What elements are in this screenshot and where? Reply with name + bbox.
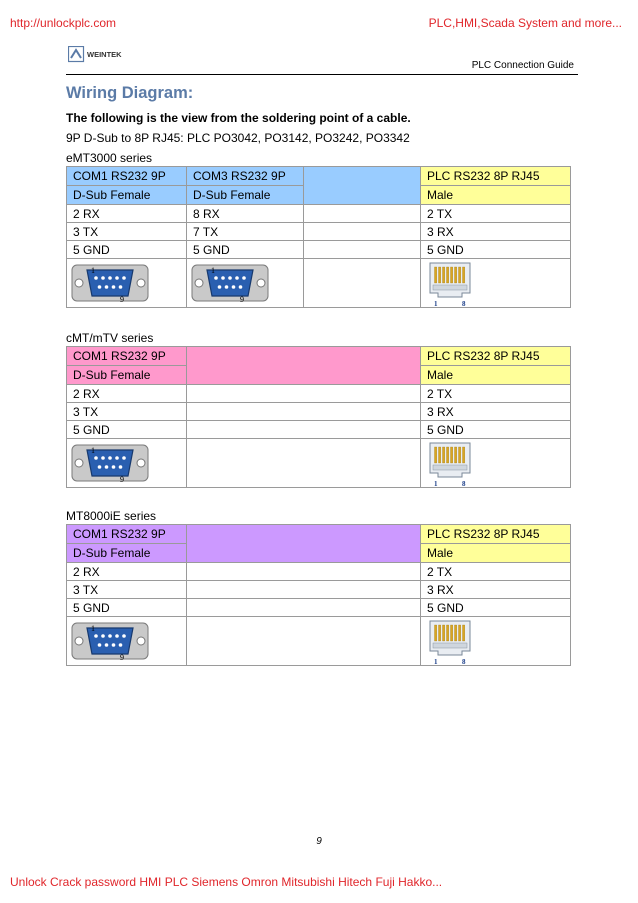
- header-divider: [66, 74, 578, 75]
- pin-cell: [187, 385, 421, 403]
- pin-cell: [304, 241, 421, 259]
- pin-cell: 5 GND: [421, 599, 571, 617]
- series-title-mt8000ie: MT8000iE series: [66, 509, 157, 523]
- rj45-connector-cell: [421, 259, 571, 308]
- pin-cell: [187, 563, 421, 581]
- svg-text:1: 1: [434, 658, 438, 665]
- table-row: [67, 223, 571, 241]
- table-row: [67, 581, 571, 599]
- header-cell-plc: PLC RS232 8P RJ45: [421, 347, 571, 366]
- wiring-table-cmt-mtv: [66, 346, 571, 488]
- rj45-male-icon: [425, 439, 475, 487]
- svg-text:1: 1: [434, 480, 438, 487]
- svg-text:1: 1: [91, 266, 95, 275]
- svg-text:9: 9: [120, 295, 124, 304]
- svg-text:1: 1: [434, 300, 438, 307]
- rj45-connector-cell: [421, 439, 571, 488]
- pin-cell: [187, 581, 421, 599]
- promo-link[interactable]: Unlock Crack password HMI PLC Siemens Omron Mitsubishi Hitech Fuji Hakko...: [10, 875, 443, 889]
- wiring-table-mt8000ie: [66, 524, 571, 666]
- pin-cell: 3 RX: [421, 223, 571, 241]
- pin-cell: 3 TX: [67, 581, 187, 599]
- rj45-male-icon: [425, 259, 475, 307]
- pin-cell: 5 GND: [67, 241, 187, 259]
- header-cell-plc-type: Male: [421, 186, 571, 205]
- rj45-male-icon: [425, 617, 475, 665]
- pin-cell: 2 TX: [421, 205, 571, 223]
- pin-cell: 5 GND: [421, 241, 571, 259]
- header-cell-plc-type: Male: [421, 544, 571, 563]
- table-row: [67, 403, 571, 421]
- table-row: [67, 563, 571, 581]
- svg-text:1: 1: [211, 266, 215, 275]
- header-cell-com3-type: D-Sub Female: [187, 186, 304, 205]
- svg-text:1: 1: [91, 446, 95, 455]
- header-cell-blank: [187, 347, 421, 385]
- intro-note: The following is the view from the soldering point of a cable.: [66, 111, 411, 125]
- header-cell-com1: COM1 RS232 9P: [67, 347, 187, 366]
- section-heading: Wiring Diagram:: [66, 84, 194, 102]
- pin-cell: 5 GND: [421, 421, 571, 439]
- dsub-connector-cell: [67, 259, 187, 308]
- table-row: [67, 599, 571, 617]
- svg-text:8: 8: [462, 658, 466, 665]
- header-cell-blank: [304, 167, 421, 205]
- pin-cell: [304, 205, 421, 223]
- dsub-connector-cell: [67, 439, 187, 488]
- header-cell-plc-type: Male: [421, 366, 571, 385]
- svg-text:8: 8: [462, 300, 466, 307]
- header-cell-plc: PLC RS232 8P RJ45: [421, 525, 571, 544]
- svg-text:1: 1: [91, 624, 95, 633]
- table-row: [67, 241, 571, 259]
- dsub9-female-icon: [71, 619, 149, 663]
- header-cell-plc: PLC RS232 8P RJ45: [421, 167, 571, 186]
- pin-cell: 5 GND: [67, 599, 187, 617]
- pin-cell: [304, 223, 421, 241]
- dsub9-female-icon: [71, 261, 149, 305]
- pin-cell: [187, 421, 421, 439]
- pin-cell: 2 TX: [421, 563, 571, 581]
- empty-connector-cell: [304, 259, 421, 308]
- series-title-emt3000: eMT3000 series: [66, 151, 153, 165]
- table-row: [67, 385, 571, 403]
- svg-text:9: 9: [120, 475, 124, 484]
- header-cell-blank: [187, 525, 421, 563]
- pin-cell: 2 RX: [67, 205, 187, 223]
- header-cell-com1: COM1 RS232 9P: [67, 167, 187, 186]
- dsub9-female-icon: [191, 261, 269, 305]
- pin-cell: 2 TX: [421, 385, 571, 403]
- page-number: 9: [316, 836, 322, 847]
- header-cell-com1-type: D-Sub Female: [67, 544, 187, 563]
- dsub9-female-icon: [71, 441, 149, 485]
- header-cell-com1-type: D-Sub Female: [67, 186, 187, 205]
- series-title-cmt-mtv: cMT/mTV series: [66, 331, 154, 345]
- header-cell-com3: COM3 RS232 9P: [187, 167, 304, 186]
- svg-text:WEINTEK: WEINTEK: [87, 50, 122, 59]
- connection-description: 9P D-Sub to 8P RJ45: PLC PO3042, PO3142, PO3242, PO3342: [66, 131, 410, 145]
- pin-cell: 3 TX: [67, 403, 187, 421]
- pin-cell: 2 RX: [67, 385, 187, 403]
- pin-cell: 3 RX: [421, 403, 571, 421]
- pin-cell: 3 RX: [421, 581, 571, 599]
- header-cell-com1-type: D-Sub Female: [67, 366, 187, 385]
- site-link[interactable]: http://unlockplc.com: [10, 16, 117, 30]
- pin-cell: [187, 599, 421, 617]
- rj45-connector-cell: [421, 617, 571, 666]
- pin-cell: 5 GND: [67, 421, 187, 439]
- pin-cell: 3 TX: [67, 223, 187, 241]
- pin-cell: 5 GND: [187, 241, 304, 259]
- wiring-table-emt3000: [66, 166, 571, 308]
- table-row: [67, 421, 571, 439]
- svg-text:9: 9: [240, 295, 244, 304]
- empty-connector-cell: [187, 439, 421, 488]
- svg-text:8: 8: [462, 480, 466, 487]
- empty-connector-cell: [187, 617, 421, 666]
- svg-text:9: 9: [120, 653, 124, 662]
- guide-title: PLC Connection Guide: [471, 60, 574, 71]
- pin-cell: 8 RX: [187, 205, 304, 223]
- header-cell-com1: COM1 RS232 9P: [67, 525, 187, 544]
- pin-cell: 7 TX: [187, 223, 304, 241]
- site-tagline: PLC,HMI,Scada System and more...: [428, 16, 622, 30]
- dsub-connector-cell: [67, 617, 187, 666]
- dsub-connector-cell: [187, 259, 304, 308]
- pin-cell: 2 RX: [67, 563, 187, 581]
- weintek-logo: [68, 46, 136, 64]
- pin-cell: [187, 403, 421, 421]
- table-row: [67, 205, 571, 223]
